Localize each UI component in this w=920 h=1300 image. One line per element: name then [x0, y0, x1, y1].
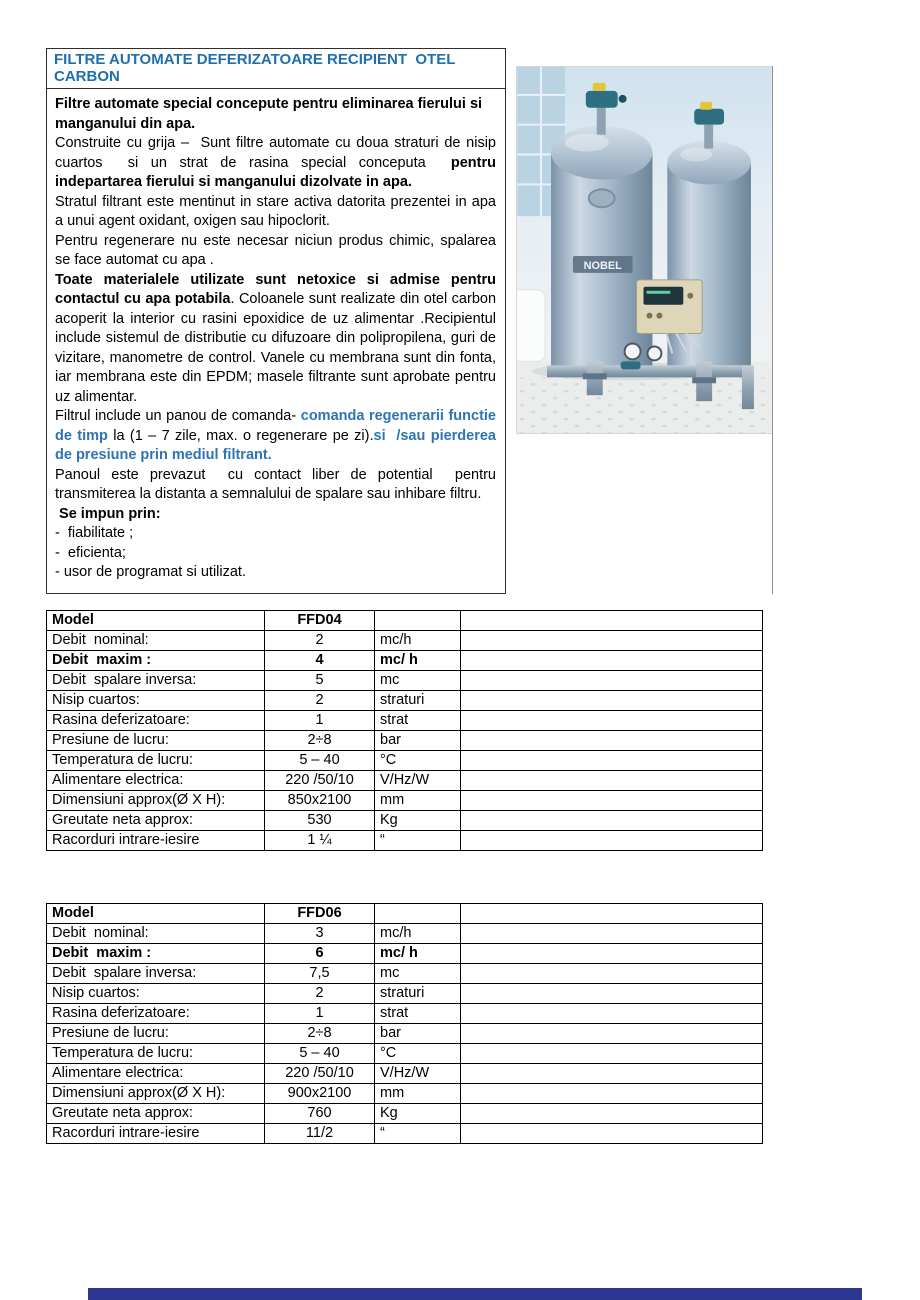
spec-row	[47, 650, 763, 670]
spec-empty-cell	[461, 1003, 763, 1023]
spec-unit: mc/h	[375, 923, 461, 943]
spec-row	[47, 1003, 763, 1023]
contact-paragraph: Panoul este prevazut cu contact liber de potential pentru transmiterea la distanta a semnalului de spalare sau inhibare filtru.	[55, 466, 501, 502]
spec-label: Debit nominal:	[47, 923, 265, 943]
spec-row	[47, 1043, 763, 1063]
spec-unit: strat	[375, 710, 461, 730]
spec-empty-cell	[461, 670, 763, 690]
spec-label: Debit maxim :	[47, 943, 265, 963]
spec-value: 220 /50/10	[265, 770, 375, 790]
spec-empty-cell	[461, 650, 763, 670]
materiale-paragraph	[55, 271, 501, 408]
white-vessel	[516, 290, 545, 362]
spec-empty-cell	[461, 770, 763, 790]
manhole-icon	[589, 189, 615, 207]
spec-unit: “	[375, 1123, 461, 1143]
spec-unit: V/Hz/W	[375, 1063, 461, 1083]
regenerare-paragraph: Pentru regenerare nu este necesar niciun produs chimic, spalarea se face automat cu apa .	[55, 232, 501, 268]
spec-label: Debit spalare inversa:	[47, 670, 265, 690]
panou-blue-timp-text: comanda regenerarii functie de timp	[55, 408, 501, 444]
spec-value: 1	[265, 1003, 375, 1023]
spec-value: 4	[265, 650, 375, 670]
spec-unit: straturi	[375, 983, 461, 1003]
spec-table-ffd06	[46, 903, 763, 1144]
spec-row	[47, 1023, 763, 1043]
spec-empty-cell	[461, 790, 763, 810]
spec-empty-cell	[461, 963, 763, 983]
spec-label: Debit maxim :	[47, 650, 265, 670]
spec-unit: mc/ h	[375, 943, 461, 963]
product-photo	[516, 66, 772, 434]
spec-label: Nisip cuartos:	[47, 983, 265, 1003]
spec-unit: Kg	[375, 1103, 461, 1123]
spec-label: Alimentare electrica:	[47, 770, 265, 790]
spec-row	[47, 1083, 763, 1103]
spec-label: Debit nominal:	[47, 630, 265, 650]
spec-value: 1 ¼	[265, 830, 375, 850]
text-column	[46, 48, 506, 594]
spec-empty-cell	[461, 1043, 763, 1063]
spec-label: Nisip cuartos:	[47, 690, 265, 710]
spec-row	[47, 670, 763, 690]
construite-bold-text: pentru indepartarea fierului si manganului dizolvate in apa.	[55, 154, 501, 190]
spec-row	[47, 810, 763, 830]
spec-empty-cell	[461, 710, 763, 730]
materiale-rest-text: . Coloanele sunt realizate din otel carbon acoperit la interior cu rasini epoxidice de uz alimentar .Recipientul include sistemul de distributie cu difuzoare din polipropilena, guri de vizitare, manometre de control. Vanele cu membrana sunt din fonta, iar membrana este din EPDM; masele filtrante sunt aprobate pentru uz alimentar.	[55, 291, 501, 405]
floor-checker-pattern	[517, 377, 772, 433]
model-unit-empty	[375, 903, 461, 923]
spec-label: Rasina deferizatoare:	[47, 1003, 265, 1023]
spec-label: Presiune de lucru:	[47, 1023, 265, 1043]
spec-row	[47, 1063, 763, 1083]
spec-value: 1	[265, 710, 375, 730]
spec-unit: °C	[375, 750, 461, 770]
spec-table-body	[47, 923, 763, 1143]
model-value: FFD06	[265, 903, 375, 923]
spec-value: 2÷8	[265, 730, 375, 750]
spec-empty-cell	[461, 750, 763, 770]
spec-value: 5 – 40	[265, 1043, 375, 1063]
spec-row	[47, 983, 763, 1003]
panou-paragraph	[55, 407, 501, 466]
spec-label: Rasina deferizatoare:	[47, 710, 265, 730]
spec-value: 760	[265, 1103, 375, 1123]
spec-unit: mc	[375, 963, 461, 983]
spec-empty-cell	[461, 1103, 763, 1123]
spec-unit: bar	[375, 730, 461, 750]
spec-value: 2	[265, 983, 375, 1003]
spec-empty-cell	[461, 630, 763, 650]
spec-row	[47, 690, 763, 710]
gauge-icon	[647, 346, 661, 360]
spec-empty-cell	[461, 1123, 763, 1143]
panou-start-text: Filtrul include un panou de comanda-	[55, 408, 301, 424]
bullet-fiabilitate: - fiabilitate ;	[55, 525, 134, 541]
construite-paragraph	[55, 134, 501, 193]
model-unit-empty	[375, 610, 461, 630]
spec-unit: mc/ h	[375, 650, 461, 670]
spec-empty-cell	[461, 1023, 763, 1043]
spec-empty-cell	[461, 943, 763, 963]
spec-header-row	[47, 610, 763, 630]
spec-unit: “	[375, 830, 461, 850]
spec-row	[47, 630, 763, 650]
materiale-bold-text: Toate materialele utilizate sunt netoxice si admise pentru contactul cu apa potabila	[55, 271, 501, 307]
spec-row	[47, 750, 763, 770]
spec-label: Greutate neta approx:	[47, 810, 265, 830]
spec-value: 3	[265, 923, 375, 943]
photo-column	[516, 66, 773, 594]
spec-row	[47, 770, 763, 790]
spec-row	[47, 923, 763, 943]
spec-row	[47, 1123, 763, 1143]
spec-value: 2	[265, 690, 375, 710]
rear-valve-icon	[694, 109, 724, 125]
spec-label: Racorduri intrare-iesire	[47, 830, 265, 850]
model-value: FFD04	[265, 610, 375, 630]
model-label: Model	[47, 610, 265, 630]
spec-unit: straturi	[375, 690, 461, 710]
spec-unit: V/Hz/W	[375, 770, 461, 790]
spec-row	[47, 830, 763, 850]
spec-row	[47, 790, 763, 810]
spec-empty-cell	[461, 830, 763, 850]
spec-row	[47, 943, 763, 963]
strat-filtrant-paragraph: Stratul filtrant este mentinut in stare activa datorita prezentei in apa a unui agent oxidant, oxigen sau hipoclorit.	[55, 193, 501, 229]
panel-display	[644, 287, 684, 305]
spec-empty-cell	[461, 730, 763, 750]
spec-unit: °C	[375, 1043, 461, 1063]
panou-mid-text: la (1 – 7 zile, max. o regenerare pe zi).	[107, 427, 374, 444]
spec-label: Greutate neta approx:	[47, 1103, 265, 1123]
spec-value: 850x2100	[265, 790, 375, 810]
spec-empty-cell	[461, 810, 763, 830]
spec-unit: Kg	[375, 810, 461, 830]
spec-row	[47, 710, 763, 730]
spec-label: Alimentare electrica:	[47, 1063, 265, 1083]
model-label: Model	[47, 903, 265, 923]
spec-unit: bar	[375, 1023, 461, 1043]
model-extra-empty	[461, 610, 763, 630]
document-title: FILTRE AUTOMATE DEFERIZATOARE RECIPIENT OTEL CARBON	[46, 48, 506, 89]
spec-empty-cell	[461, 1063, 763, 1083]
spec-value: 5	[265, 670, 375, 690]
spec-label: Dimensiuni approx(Ø X H):	[47, 790, 265, 810]
intro-paragraph: Filtre automate special concepute pentru eliminarea fierului si manganului din apa.	[55, 96, 487, 132]
front-valve-icon	[586, 91, 618, 108]
panou-blue-presiune-text: si /sau pierderea de presiune prin mediul filtrant.	[55, 427, 501, 463]
spec-empty-cell	[461, 923, 763, 943]
impun-heading: Se impun prin:	[55, 505, 161, 522]
spec-table-ffd04	[46, 610, 763, 851]
model-extra-empty	[461, 903, 763, 923]
footer-bar	[88, 1288, 862, 1300]
spec-empty-cell	[461, 690, 763, 710]
top-section	[46, 48, 773, 594]
spec-table-body	[47, 630, 763, 850]
spec-empty-cell	[461, 1083, 763, 1103]
spec-empty-cell	[461, 983, 763, 1003]
spec-label: Dimensiuni approx(Ø X H):	[47, 1083, 265, 1103]
spec-unit: strat	[375, 1003, 461, 1023]
spec-value: 900x2100	[265, 1083, 375, 1103]
description-box	[46, 89, 506, 594]
spec-value: 5 – 40	[265, 750, 375, 770]
spec-value: 220 /50/10	[265, 1063, 375, 1083]
spec-label: Debit spalare inversa:	[47, 963, 265, 983]
gauge-icon	[625, 343, 641, 359]
bullet-eficienta: - eficienta;	[55, 544, 126, 561]
spec-label: Temperatura de lucru:	[47, 1043, 265, 1063]
spec-label: Racorduri intrare-iesire	[47, 1123, 265, 1143]
brand-label: NOBEL	[583, 259, 622, 272]
spec-unit: mc	[375, 670, 461, 690]
bottom-valve-icon	[621, 361, 641, 369]
spec-value: 2	[265, 630, 375, 650]
spec-header-row	[47, 903, 763, 923]
spec-row	[47, 730, 763, 750]
spec-value: 2÷8	[265, 1023, 375, 1043]
spec-row	[47, 963, 763, 983]
spec-unit: mc/h	[375, 630, 461, 650]
spec-label: Temperatura de lucru:	[47, 750, 265, 770]
construite-normal-text: Construite cu grija – Sunt filtre automate cu doua straturi de nisip cuartos si un strat de rasina special conceputa	[55, 135, 501, 171]
spec-unit: mm	[375, 1083, 461, 1103]
spec-value: 6	[265, 943, 375, 963]
spec-value: 11/2	[265, 1123, 375, 1143]
spec-unit: mm	[375, 790, 461, 810]
spec-value: 530	[265, 810, 375, 830]
spec-row	[47, 1103, 763, 1123]
spec-label: Presiune de lucru:	[47, 730, 265, 750]
spec-value: 7,5	[265, 963, 375, 983]
bullet-programare: - usor de programat si utilizat.	[55, 564, 246, 580]
